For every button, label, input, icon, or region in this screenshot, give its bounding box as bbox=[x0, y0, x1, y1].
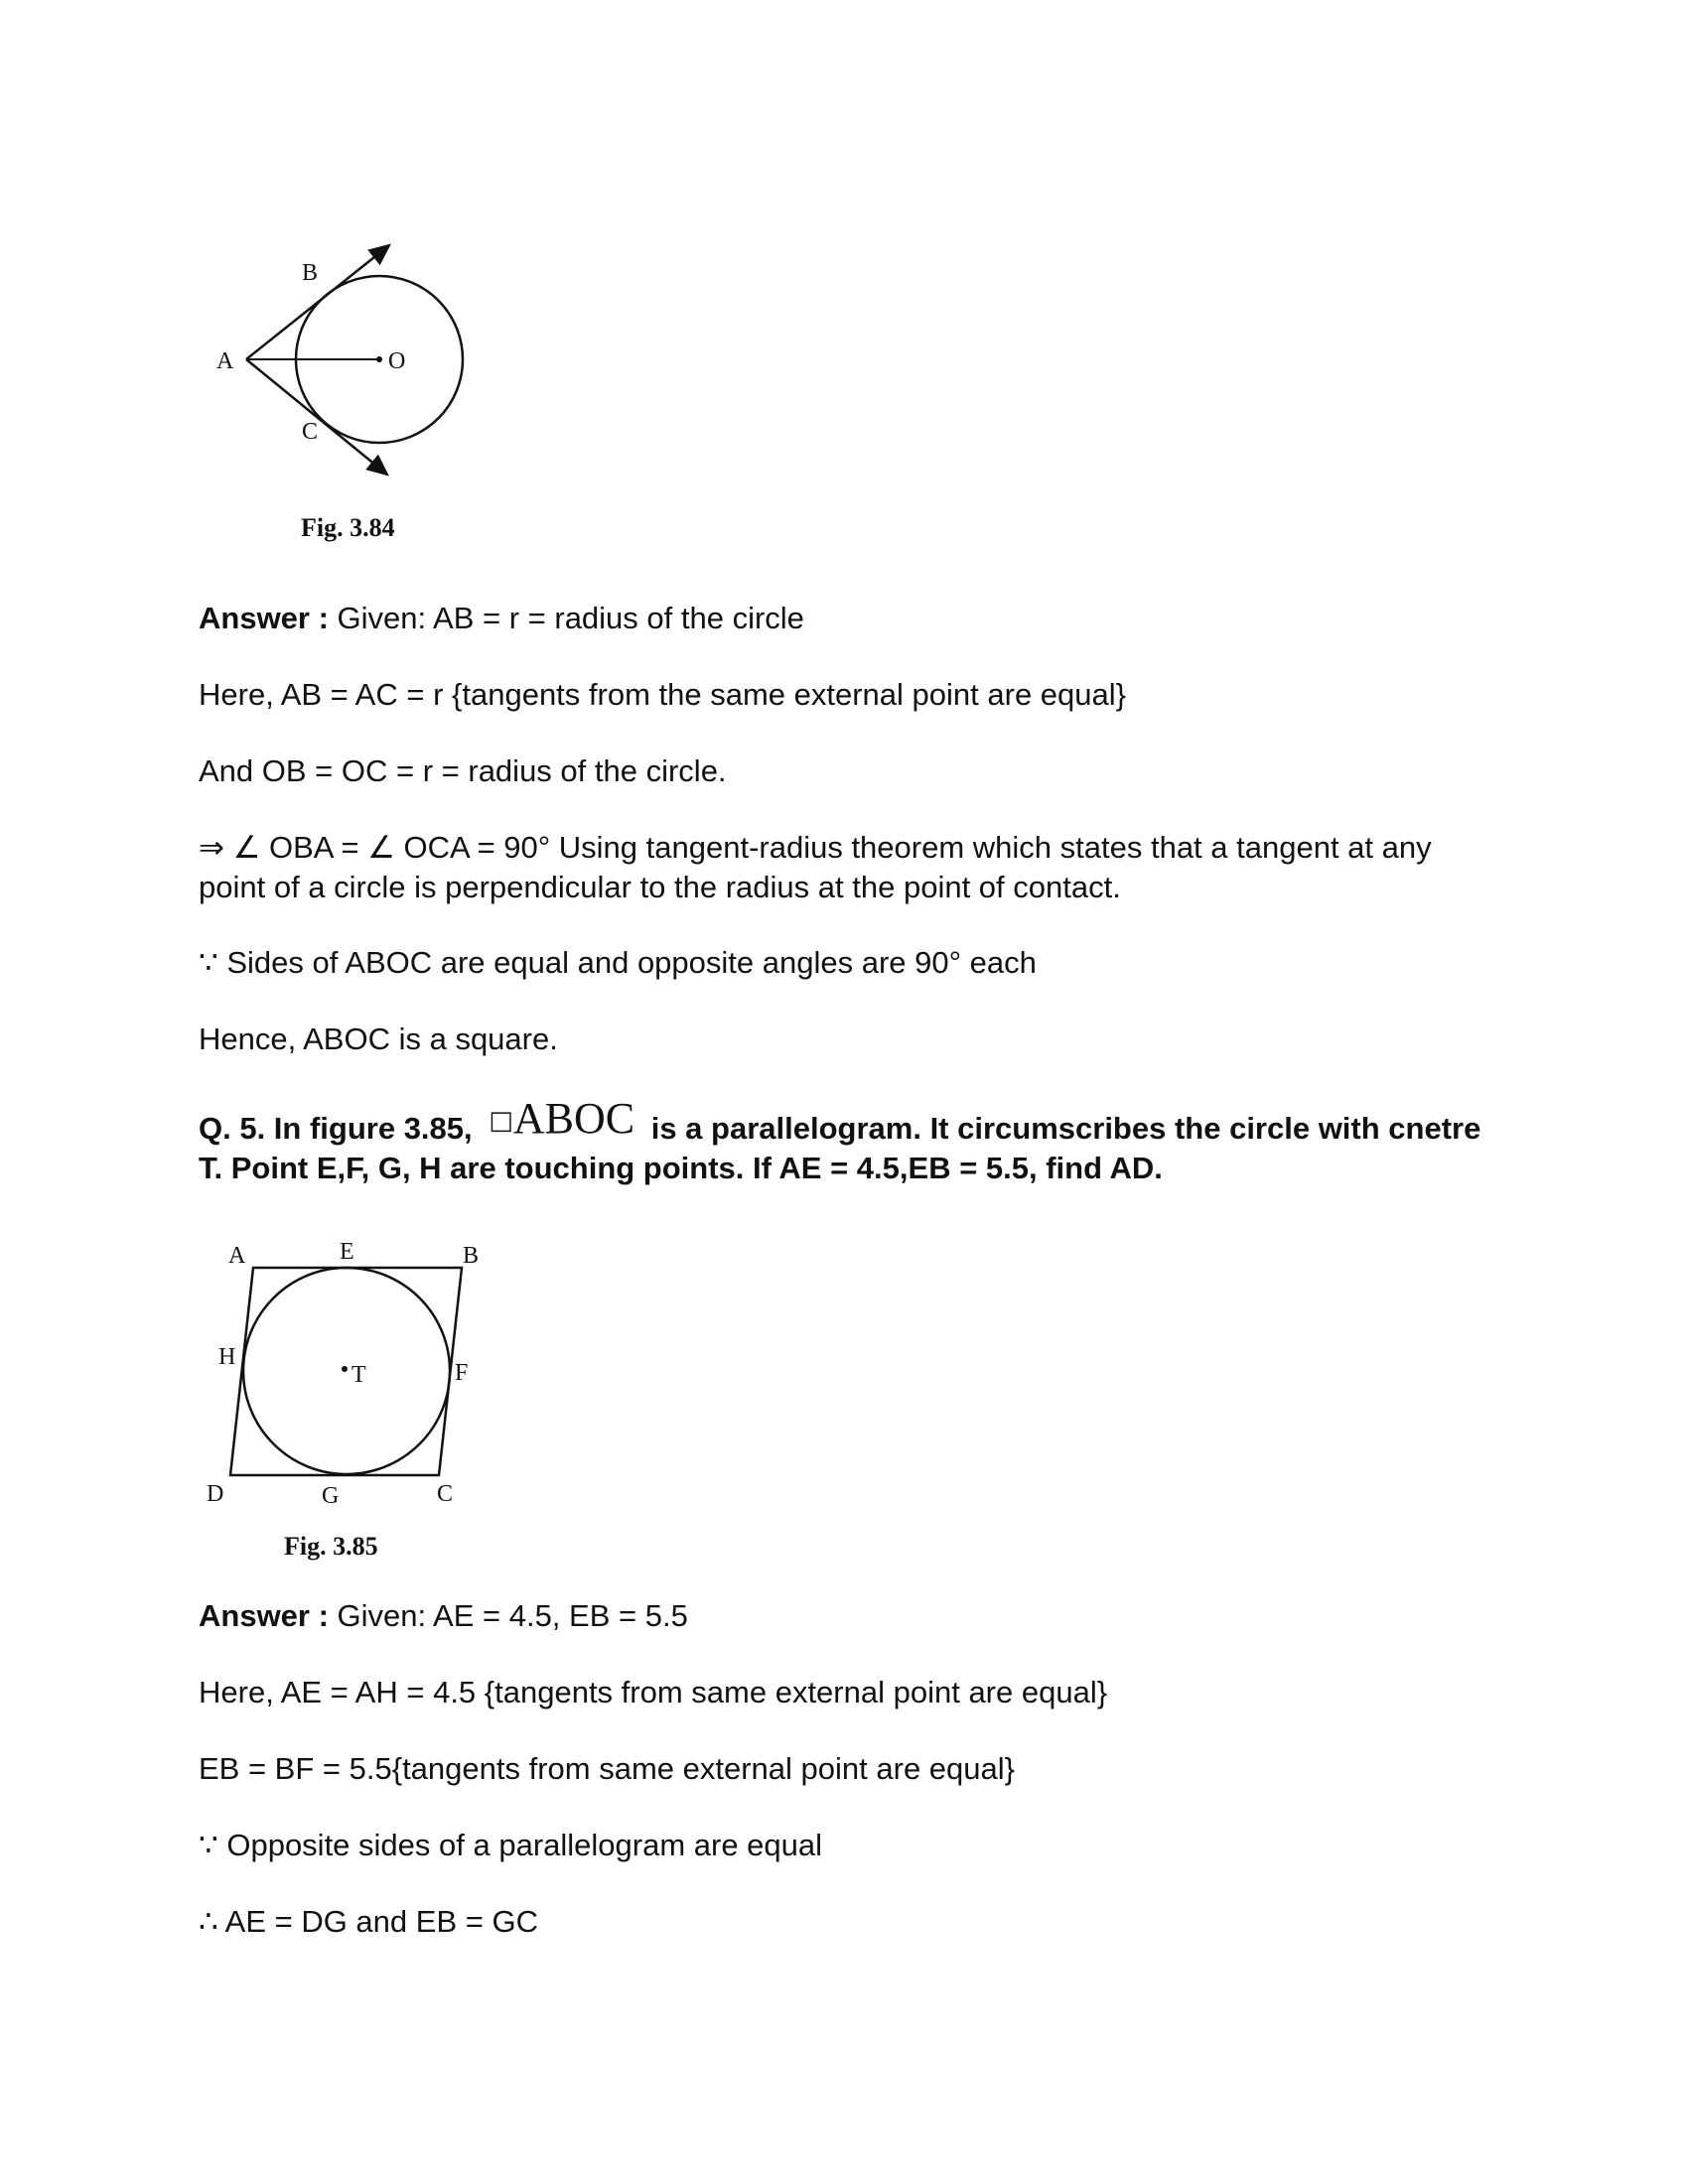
answer-label: Answer : bbox=[199, 601, 329, 635]
label-b: B bbox=[302, 260, 319, 286]
question-5 bbox=[199, 1094, 1489, 1188]
answer-2-line-4-text: AE = DG and EB = GC bbox=[217, 1904, 538, 1939]
center-o-dot bbox=[376, 356, 382, 362]
label-a: A bbox=[216, 348, 234, 374]
answer-1-line-4-text: Sides of ABOC are equal and opposite angles are 90° each bbox=[217, 945, 1037, 980]
tangent-ac bbox=[246, 359, 387, 475]
label-h: H bbox=[218, 1344, 236, 1370]
because-symbol: ∵ bbox=[199, 945, 218, 981]
label-c: C bbox=[437, 1481, 454, 1507]
square-symbol: □ bbox=[489, 1106, 513, 1136]
label-c: C bbox=[302, 419, 319, 445]
answer-2-given bbox=[199, 1596, 1489, 1636]
parallelogram-circle-diagram bbox=[199, 1231, 506, 1569]
implies-symbol: ⇒ bbox=[199, 830, 224, 866]
answer-2-line-2: EB = BF = 5.5{tangents from same external point are equal} bbox=[199, 1751, 1015, 1786]
center-t-dot bbox=[342, 1366, 348, 1372]
answer-2-line-3 bbox=[199, 1826, 1489, 1865]
figure-3-85 bbox=[199, 1231, 506, 1569]
answer-1-line-3 bbox=[199, 828, 1489, 907]
therefore-symbol: ∴ bbox=[199, 1904, 218, 1940]
shape-name: ABOC bbox=[512, 1094, 635, 1143]
answer-1-line-2: And OB = OC = r = radius of the circle. bbox=[199, 753, 727, 788]
answer-given-text: Given: AB = r = radius of the circle bbox=[328, 601, 804, 635]
label-b: B bbox=[463, 1243, 480, 1269]
figure-3-84 bbox=[199, 228, 496, 556]
answer-2-line-4 bbox=[199, 1902, 1489, 1942]
answer-given-text: Given: AE = 4.5, EB = 5.5 bbox=[328, 1598, 688, 1633]
label-a: A bbox=[228, 1243, 246, 1269]
answer-1-line-5: Hence, ABOC is a square. bbox=[199, 1022, 558, 1056]
answer-1-line-4 bbox=[199, 943, 1489, 983]
label-t: T bbox=[352, 1362, 366, 1388]
label-g: G bbox=[322, 1483, 340, 1509]
question-5-suffix: is a parallelogram. It circumscribes the circle with cnetre T. Point E,F, G, H are touching points. If AE = 4.5,EB = 5.5, find AD. bbox=[199, 1111, 1481, 1185]
label-f: F bbox=[455, 1360, 469, 1386]
answer-2-line-1: Here, AE = AH = 4.5 {tangents from same external point are equal} bbox=[199, 1675, 1108, 1709]
answer-1-line-1: Here, AB = AC = r {tangents from the same external point are equal} bbox=[199, 677, 1126, 712]
answer-2-line-3-text: Opposite sides of a parallelogram are equal bbox=[217, 1828, 823, 1862]
figure-caption: Fig. 3.85 bbox=[284, 1532, 378, 1561]
figure-caption: Fig. 3.84 bbox=[301, 513, 395, 542]
because-symbol: ∵ bbox=[199, 1828, 218, 1863]
question-5-prefix: Q. 5. In figure 3.85, bbox=[199, 1111, 473, 1146]
label-e: E bbox=[340, 1239, 354, 1265]
shape-name-image bbox=[489, 1094, 634, 1143]
tangent-circle-diagram bbox=[199, 228, 496, 556]
answer-1-line-3-text: ∠ OBA = ∠ OCA = 90° Using tangent-radius theorem which states that a tangent at any point of a circle is perpendicular to the radius at the point of contact. bbox=[199, 830, 1432, 904]
answer-1-given bbox=[199, 599, 1489, 638]
answer-label: Answer : bbox=[199, 1598, 329, 1633]
label-d: D bbox=[207, 1481, 224, 1507]
label-o: O bbox=[388, 348, 406, 374]
